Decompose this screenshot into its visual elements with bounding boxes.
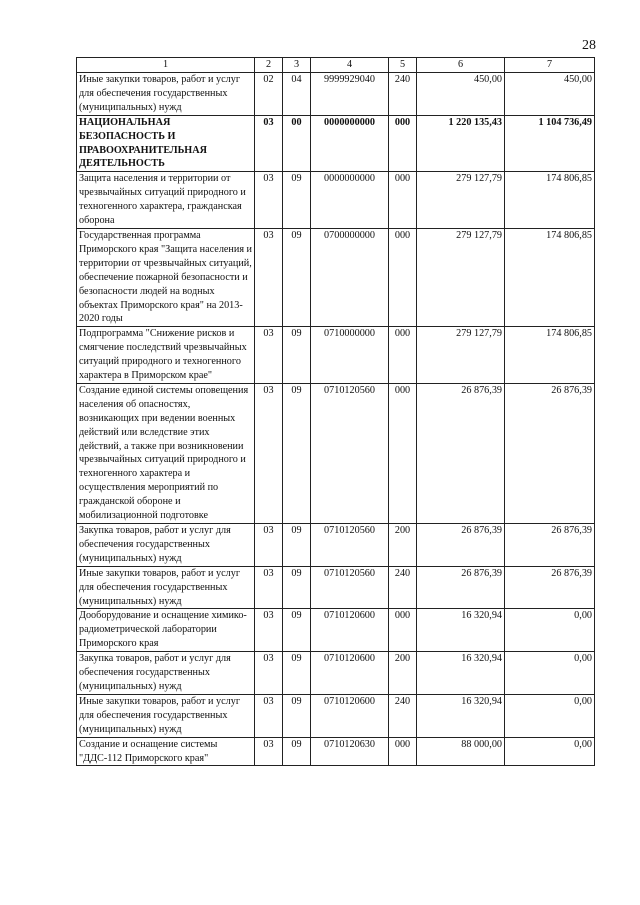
row-section: 03: [255, 524, 283, 567]
row-section: 03: [255, 327, 283, 384]
row-amount-2: 174 806,85: [505, 327, 595, 384]
row-amount-2: 450,00: [505, 73, 595, 116]
budget-table: [76, 57, 595, 766]
row-subsection: 09: [283, 652, 311, 695]
row-target-article: 0700000000: [311, 228, 389, 326]
table-header-row: [77, 58, 595, 73]
row-name: Иные закупки товаров, работ и услуг для обеспечения государственных (муниципальных) нужд: [77, 694, 255, 737]
row-name: Защита населения и территории от чрезвычайных ситуаций природного и техногенного характера, гражданская оборона: [77, 172, 255, 229]
table-row: [77, 115, 595, 172]
table-row: [77, 609, 595, 652]
row-name: Дооборудование и оснащение химико-радиометрической лаборатории Приморского края: [77, 609, 255, 652]
table-row: [77, 172, 595, 229]
row-amount-2: 1 104 736,49: [505, 115, 595, 172]
row-target-article: 0000000000: [311, 172, 389, 229]
col-header-1: 1: [77, 58, 255, 73]
row-expense-type: 240: [389, 73, 417, 116]
table-row: [77, 73, 595, 116]
row-expense-type: 000: [389, 383, 417, 523]
row-name: Создание и оснащение системы "ДДС-112 Приморского края": [77, 737, 255, 766]
row-section: 03: [255, 694, 283, 737]
row-expense-type: 000: [389, 327, 417, 384]
row-section: 02: [255, 73, 283, 116]
table-row: [77, 327, 595, 384]
row-name: Закупка товаров, работ и услуг для обеспечения государственных (муниципальных) нужд: [77, 652, 255, 695]
row-expense-type: 000: [389, 172, 417, 229]
row-amount-1: 26 876,39: [417, 566, 505, 609]
table-row: [77, 694, 595, 737]
page-number: 28: [582, 38, 596, 53]
table-row: [77, 652, 595, 695]
row-amount-1: 26 876,39: [417, 383, 505, 523]
row-expense-type: 240: [389, 694, 417, 737]
row-amount-2: 0,00: [505, 652, 595, 695]
row-target-article: 0000000000: [311, 115, 389, 172]
row-target-article: 0710120560: [311, 566, 389, 609]
row-amount-1: 450,00: [417, 73, 505, 116]
row-amount-1: 279 127,79: [417, 172, 505, 229]
row-expense-type: 200: [389, 524, 417, 567]
row-amount-2: 0,00: [505, 609, 595, 652]
row-target-article: 0710120630: [311, 737, 389, 766]
row-subsection: 09: [283, 327, 311, 384]
row-subsection: 09: [283, 172, 311, 229]
row-subsection: 04: [283, 73, 311, 116]
row-expense-type: 000: [389, 228, 417, 326]
row-section: 03: [255, 737, 283, 766]
row-target-article: 0710000000: [311, 327, 389, 384]
row-target-article: 0710120600: [311, 609, 389, 652]
row-amount-1: 279 127,79: [417, 228, 505, 326]
row-amount-2: 174 806,85: [505, 172, 595, 229]
row-subsection: 09: [283, 228, 311, 326]
row-expense-type: 200: [389, 652, 417, 695]
row-name: Закупка товаров, работ и услуг для обеспечения государственных (муниципальных) нужд: [77, 524, 255, 567]
row-section: 03: [255, 609, 283, 652]
row-target-article: 0710120560: [311, 383, 389, 523]
row-subsection: 00: [283, 115, 311, 172]
col-header-7: 7: [505, 58, 595, 73]
row-name: Создание единой системы оповещения населения об опасностях, возникающих при ведении военных действий или вследствие этих действий, а также при возникновении чрезвычайных ситуаций природного и техногенного характера и осуществления мероприятий по гражданской обороне и мобилизационной подготовке: [77, 383, 255, 523]
col-header-6: 6: [417, 58, 505, 73]
table-row: [77, 228, 595, 326]
row-amount-1: 88 000,00: [417, 737, 505, 766]
row-amount-2: 0,00: [505, 737, 595, 766]
row-subsection: 09: [283, 737, 311, 766]
row-amount-2: 26 876,39: [505, 566, 595, 609]
row-amount-2: 26 876,39: [505, 383, 595, 523]
row-section: 03: [255, 228, 283, 326]
row-amount-1: 16 320,94: [417, 694, 505, 737]
row-amount-1: 1 220 135,43: [417, 115, 505, 172]
row-name: Иные закупки товаров, работ и услуг для обеспечения государственных (муниципальных) нужд: [77, 566, 255, 609]
row-subsection: 09: [283, 566, 311, 609]
row-amount-2: 0,00: [505, 694, 595, 737]
row-target-article: 0710120560: [311, 524, 389, 567]
table-row: [77, 383, 595, 523]
row-amount-1: 26 876,39: [417, 524, 505, 567]
row-subsection: 09: [283, 383, 311, 523]
row-expense-type: 000: [389, 115, 417, 172]
row-subsection: 09: [283, 609, 311, 652]
row-name: НАЦИОНАЛЬНАЯ БЕЗОПАСНОСТЬ И ПРАВООХРАНИТЕЛЬНАЯ ДЕЯТЕЛЬНОСТЬ: [77, 115, 255, 172]
col-header-2: 2: [255, 58, 283, 73]
row-target-article: 9999929040: [311, 73, 389, 116]
row-subsection: 09: [283, 694, 311, 737]
row-amount-1: 279 127,79: [417, 327, 505, 384]
table-body: [77, 73, 595, 766]
row-amount-1: 16 320,94: [417, 652, 505, 695]
col-header-3: 3: [283, 58, 311, 73]
table-row: [77, 737, 595, 766]
row-amount-2: 174 806,85: [505, 228, 595, 326]
table-row: [77, 524, 595, 567]
row-expense-type: 240: [389, 566, 417, 609]
table-row: [77, 566, 595, 609]
row-amount-2: 26 876,39: [505, 524, 595, 567]
row-section: 03: [255, 652, 283, 695]
row-section: 03: [255, 172, 283, 229]
row-target-article: 0710120600: [311, 694, 389, 737]
row-expense-type: 000: [389, 609, 417, 652]
row-expense-type: 000: [389, 737, 417, 766]
row-section: 03: [255, 115, 283, 172]
row-subsection: 09: [283, 524, 311, 567]
row-name: Подпрограмма "Снижение рисков и смягчение последствий чрезвычайных ситуаций природного и техногенного характера в Приморском крае": [77, 327, 255, 384]
row-section: 03: [255, 383, 283, 523]
col-header-5: 5: [389, 58, 417, 73]
row-section: 03: [255, 566, 283, 609]
row-name: Государственная программа Приморского края "Защита населения и территории от чрезвычайных ситуаций, обеспечение пожарной безопасности и безопасности людей на водных объектах Приморского края" на 2013-2020 годы: [77, 228, 255, 326]
row-amount-1: 16 320,94: [417, 609, 505, 652]
row-target-article: 0710120600: [311, 652, 389, 695]
col-header-4: 4: [311, 58, 389, 73]
row-name: Иные закупки товаров, работ и услуг для обеспечения государственных (муниципальных) нужд: [77, 73, 255, 116]
